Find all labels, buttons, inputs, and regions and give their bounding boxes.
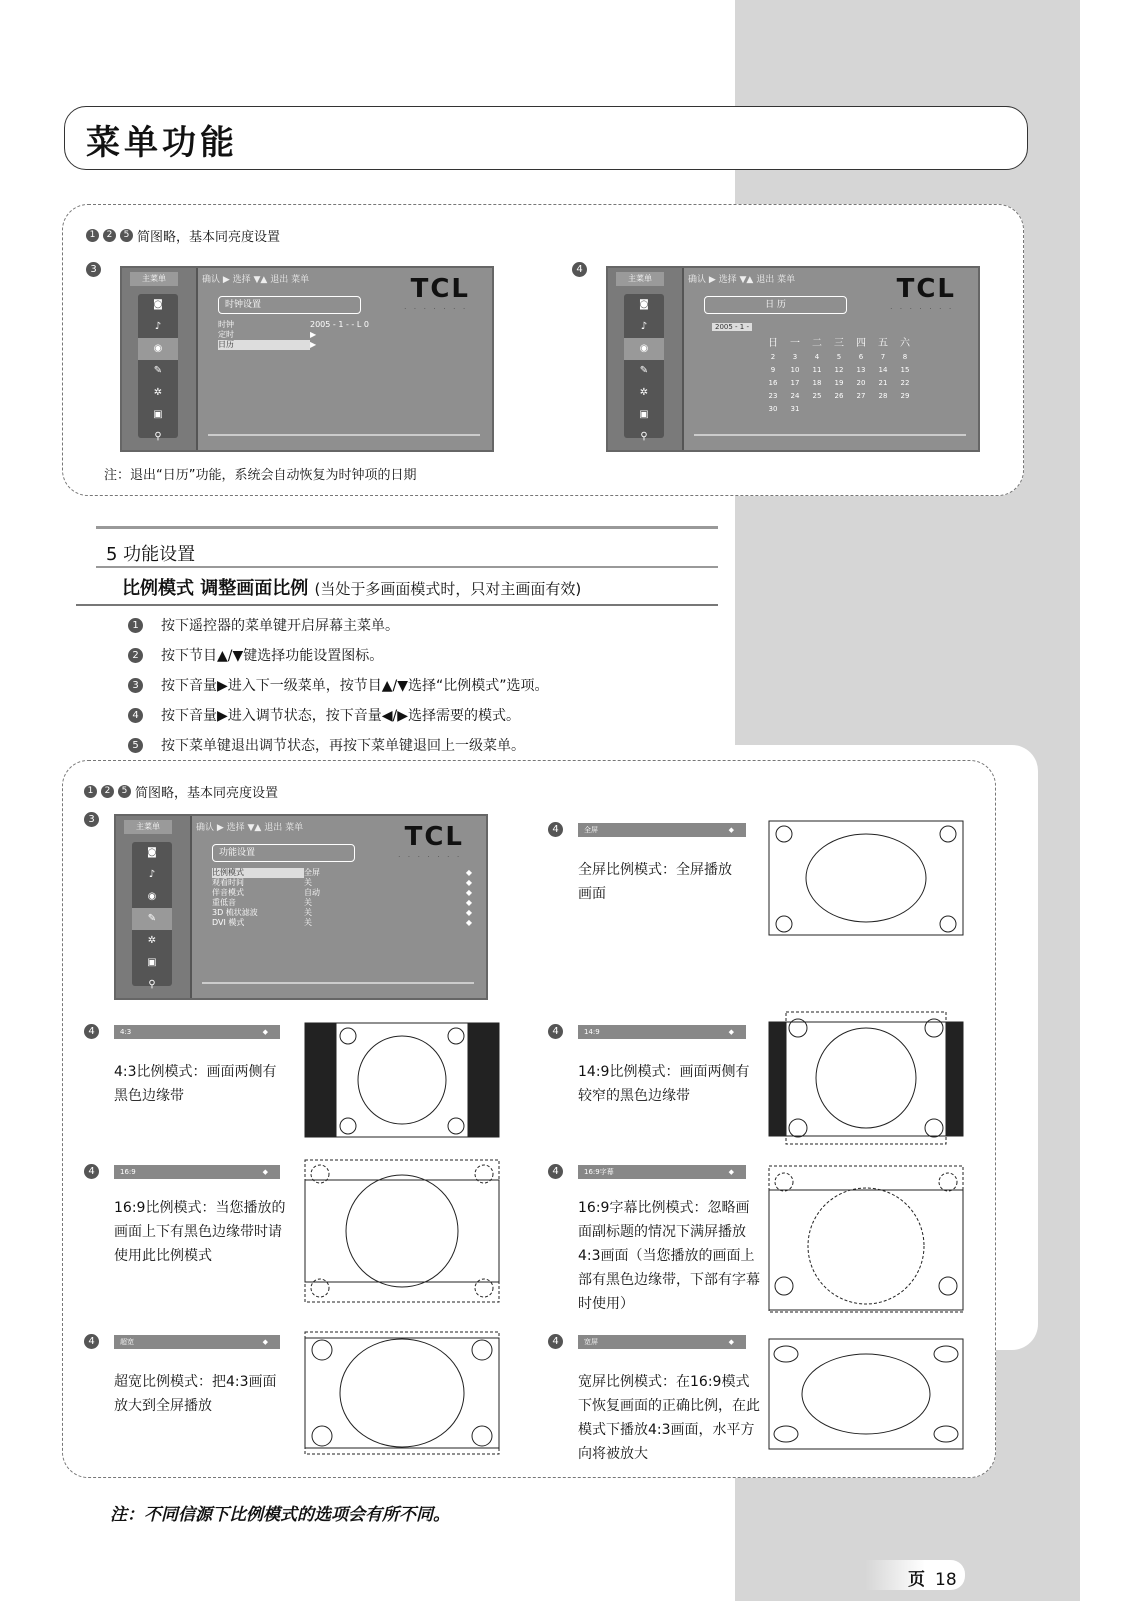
picture-icon: ◙ (147, 847, 157, 858)
mode-superwide-bar: 超宽 ◆ (114, 1335, 280, 1349)
tools-icon: ✎ (639, 365, 649, 376)
bottom-steps-intro-text: 简图略，基本同亮度设置 (135, 786, 279, 801)
calendar-screen (606, 266, 980, 452)
instruction-1: 1 按下遥控器的菜单键开启屏幕主菜单。 (128, 615, 399, 635)
calendar-table (762, 333, 916, 415)
menu-row: 观看时间 关 ◆ (212, 878, 472, 887)
subheading-note: (当处于多画面模式时，只对主画面有效) (314, 580, 582, 598)
picture-icon: ◙ (153, 299, 163, 310)
step-dot-5: 5 (120, 229, 133, 242)
main-menu-label: 主菜单 (616, 272, 664, 286)
section-subheading: 比例模式 调整画面比例 (当处于多画面模式时，只对主画面有效) (122, 578, 582, 599)
section-rule-mid (96, 566, 718, 568)
mode-149-diagram (768, 1010, 964, 1146)
footer-note: 注：不同信源下比例模式的选项会有所不同。 (110, 1505, 450, 1525)
mode-149-num: 4 (548, 1024, 563, 1039)
week-row: 16 17 18 19 20 21 22 (768, 378, 910, 387)
tools-icon: ✎ (153, 365, 163, 376)
clock-menu-rows (218, 320, 478, 350)
step-dot-5: 5 (118, 785, 131, 798)
mode-superwide-desc: 超宽比例模式：把4:3画面放大到全屏播放 (114, 1374, 277, 1414)
mode-169-desc: 16:9比例模式：当您播放的画面上下有黑色边缘带时请使用此比例模式 (114, 1200, 286, 1264)
menu-icon-column (138, 294, 178, 442)
clock-icon: ◉ (624, 338, 664, 360)
calendar-year: 2005 - 1 - (712, 323, 752, 331)
top-panel-note: 注：退出“日历”功能，系统会自动恢复为时钟项的日期 (104, 468, 417, 483)
mode-wide-desc: 宽屏比例模式：在16:9模式下恢复画面的正确比例，在此模式下播放4:3画面，水平方向将被放大 (578, 1374, 760, 1462)
picture-icon: ◙ (639, 299, 649, 310)
menu-row-selected: 日历 ▶ (218, 340, 317, 349)
page-number: 页 18 (908, 1570, 957, 1590)
search-icon: ⚲ (148, 979, 156, 990)
tcl-logo: TCL (896, 274, 956, 304)
mode-169-bar: 16:9 ◆ (114, 1165, 280, 1179)
tcl-logo: TCL (404, 822, 464, 852)
mode-full-bar: 全屏 ◆ (578, 823, 746, 837)
section-rule-top (96, 526, 718, 529)
menu-row: 3D 梳状滤波 关 ◆ (212, 908, 472, 917)
bottom-steps-intro (84, 782, 278, 801)
instruction-5: 5 按下菜单键退出调节状态，再按下菜单键退回上一级菜单。 (128, 735, 525, 755)
mode-43-desc: 4:3比例模式：画面两侧有黑色边缘带 (114, 1064, 277, 1104)
mode-149-bar: 14:9 ◆ (578, 1025, 746, 1039)
tv-sidebar (608, 268, 684, 450)
mode-169sub-desc: 16:9字幕比例模式：忽略画面副标题的情况下满屏播放4:3画面（当您播放的画面上部有黑色边缘带，下部有字幕时使用） (578, 1200, 760, 1312)
step-dot-2: 2 (101, 785, 114, 798)
mode-169sub-bar: 16:9字幕 ◆ (578, 1165, 746, 1179)
tv-topbar: 确认 ▶ 选择 ▼▲ 退出 菜单 (196, 823, 304, 833)
mode-full-diagram (768, 820, 964, 936)
tools-icon: ✎ (132, 908, 172, 930)
settings-icon: ✲ (639, 387, 649, 398)
tv-topbar: 确认 ▶ 选择 ▼▲ 退出 菜单 (202, 275, 310, 285)
mode-169sub-num: 4 (548, 1164, 563, 1179)
week-row: 9 10 11 12 13 14 15 (770, 365, 910, 374)
week-row: 30 31 (768, 404, 800, 413)
step-dot-1: 1 (86, 229, 99, 242)
mode-169sub-diagram (768, 1164, 964, 1314)
clock-icon: ◉ (147, 891, 157, 902)
settings-icon: ✲ (147, 935, 157, 946)
section-heading: 5 功能设置 (106, 544, 196, 565)
channel-icon: ▣ (153, 409, 163, 420)
step-dot-2: 2 (103, 229, 116, 242)
channel-icon: ▣ (147, 957, 157, 968)
menu-row: 伴音模式 自动 ◆ (212, 888, 472, 897)
clock-settings-screen (120, 266, 494, 452)
mode-43-bar: 4:3 ◆ (114, 1025, 280, 1039)
menu-row: DVI 模式 关 ◆ (212, 918, 472, 927)
step-dot-1: 1 (84, 785, 97, 798)
clock-icon: ◉ (138, 338, 178, 360)
search-icon: ⚲ (640, 431, 648, 442)
sound-icon: ♪ (148, 869, 156, 880)
top-steps-intro (86, 226, 280, 245)
main-menu-label: 主菜单 (124, 820, 172, 834)
mode-superwide-diagram (304, 1330, 500, 1456)
mode-full-num: 4 (548, 822, 563, 837)
mode-169-diagram (304, 1158, 500, 1304)
right-margin (1080, 0, 1140, 1601)
sound-icon: ♪ (640, 321, 648, 332)
menu-row: 重低音 关 ◆ (212, 898, 472, 907)
settings-icon: ✲ (153, 387, 163, 398)
mode-43-diagram (304, 1022, 500, 1138)
tv-sidebar (122, 268, 198, 450)
instruction-4: 4 按下音量▶进入调节状态，按下音量◀/▶选择需要的模式。 (128, 705, 520, 725)
menu-icon-column (624, 294, 664, 442)
channel-icon: ▣ (639, 409, 649, 420)
tcl-logo-sub: · · · · · · · (398, 854, 462, 861)
menu-row: 定时 ▶ (218, 330, 317, 339)
week-row: 2 3 4 5 6 7 8 (770, 352, 908, 361)
page-title: 菜单功能 (86, 123, 238, 163)
tv-topbar: 确认 ▶ 选择 ▼▲ 退出 菜单 (688, 275, 796, 285)
menu-title: 日 历 (704, 296, 847, 314)
calendar-grid (712, 322, 916, 415)
tv-bottom-line (202, 982, 474, 984)
function-screen-num: 3 (84, 812, 99, 827)
tv-sidebar (116, 816, 192, 998)
menu-row: 时钟 2005 - 1 - - L 0 (218, 320, 369, 329)
search-icon: ⚲ (154, 431, 162, 442)
mode-wide-num: 4 (548, 1334, 563, 1349)
main-menu-label: 主菜单 (130, 272, 178, 286)
mode-43-num: 4 (84, 1024, 99, 1039)
mode-169-num: 4 (84, 1164, 99, 1179)
menu-icon-column (132, 842, 172, 990)
tv-bottom-line (694, 434, 966, 436)
mode-wide-bar: 宽屏 ◆ (578, 1335, 746, 1349)
top-steps-intro-text: 简图略，基本同亮度设置 (137, 230, 281, 245)
week-row: 23 24 25 26 27 28 29 (768, 391, 910, 400)
screen4-num: 4 (572, 262, 587, 277)
function-menu-rows (212, 868, 472, 928)
instruction-2: 2 按下节目▲/▼键选择功能设置图标。 (128, 645, 383, 665)
instruction-3: 3 按下音量▶进入下一级菜单，按节目▲/▼选择“比例模式”选项。 (128, 675, 549, 695)
sound-icon: ♪ (154, 321, 162, 332)
mode-wide-diagram (768, 1338, 964, 1450)
tcl-logo-sub: · · · · · · · (890, 306, 954, 313)
weekday-row: 日 一 二 三 四 五 六 (768, 338, 910, 349)
function-settings-screen (114, 814, 488, 1000)
mode-149-desc: 14:9比例模式：画面两侧有较窄的黑色边缘带 (578, 1064, 750, 1104)
tv-bottom-line (208, 434, 480, 436)
mode-superwide-num: 4 (84, 1334, 99, 1349)
screen3-num: 3 (86, 262, 101, 277)
tcl-logo: TCL (410, 274, 470, 304)
menu-row-selected: 比例模式 全屏 ◆ (212, 868, 472, 877)
menu-title: 功能设置 (212, 844, 355, 862)
section-rule-bottom (76, 604, 718, 606)
menu-title: 时钟设置 (218, 296, 361, 314)
mode-full-desc: 全屏比例模式：全屏播放画面 (578, 862, 732, 902)
tcl-logo-sub: · · · · · · · (404, 306, 468, 313)
